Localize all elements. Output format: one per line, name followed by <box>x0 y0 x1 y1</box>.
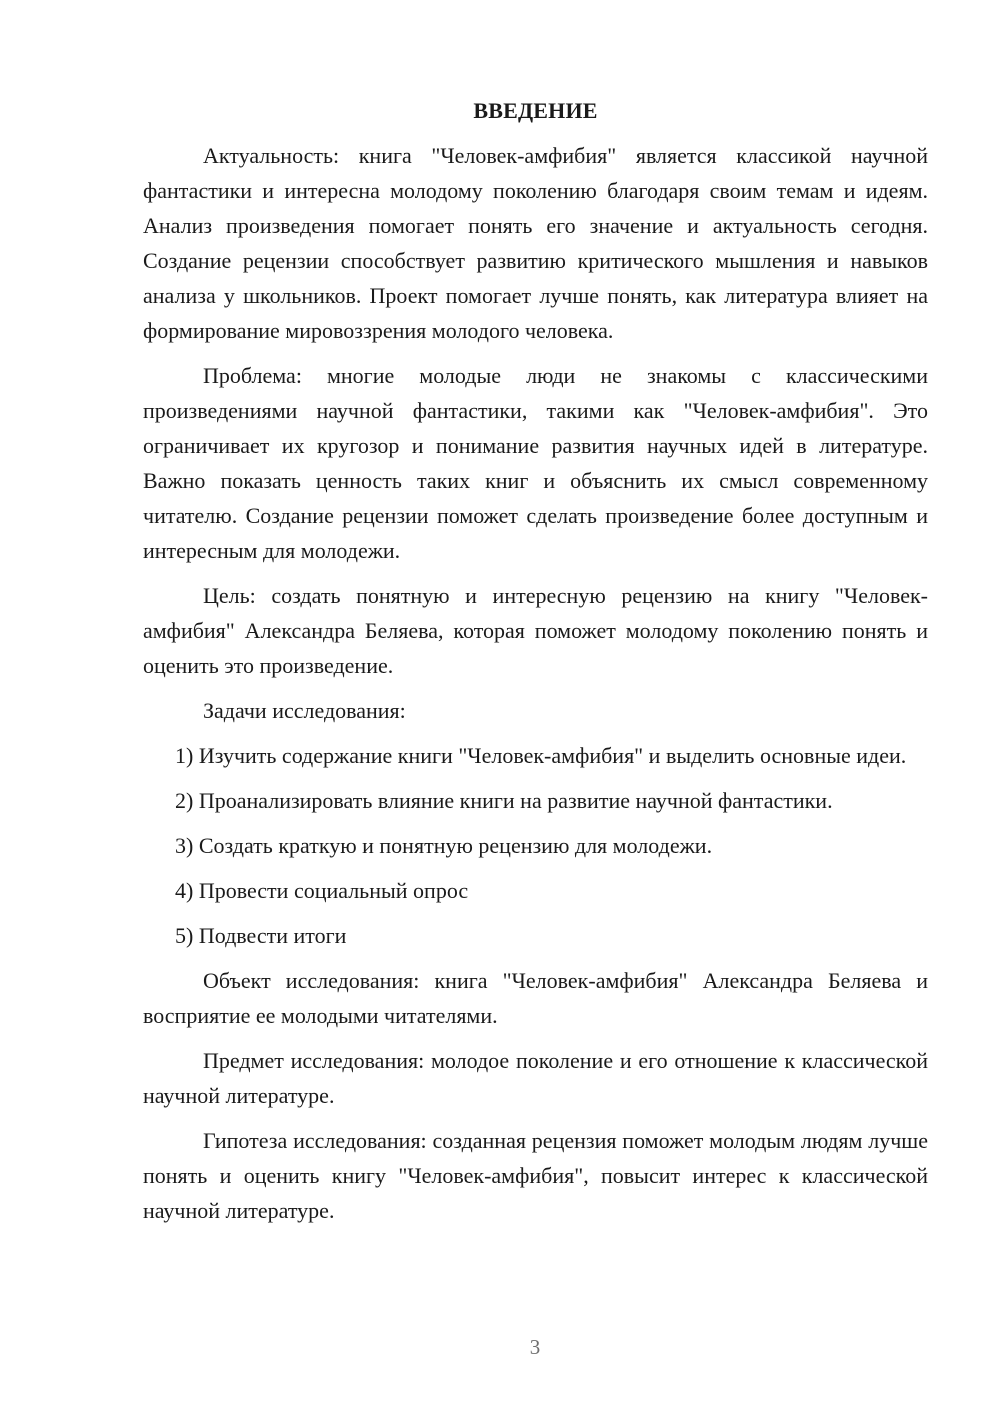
problem-paragraph: Проблема: многие молодые люди не знакомы с классическими произведениями научной фантастики, такими как "Человек-амфибия". Это ограничивает их кругозор и понимание развития научных идей в литературе. Важно показать ценность таких книг и объяснить их смысл современному читателю. Создание рецензии поможет сделать произведение более доступным и интересным для молодежи. <box>143 363 928 563</box>
goal-paragraph: Цель: создать понятную и интересную рецензию на книгу "Человек-амфибия" Александра Беляева, которая поможет молодому поколению понять и оценить это произведение. <box>143 583 928 678</box>
hypothesis-paragraph: Гипотеза исследования: созданная рецензия поможет молодым людям лучше понять и оценить книгу "Человек-амфибия", повысит интерес к классической научной литературе. <box>143 1128 928 1223</box>
tasks-list <box>143 738 928 953</box>
page-content <box>143 94 928 1238</box>
subject-paragraph: Предмет исследования: молодое поколение и его отношение к классической научной литературе. <box>143 1048 928 1108</box>
page-title: ВВЕДЕНИЕ <box>473 98 598 123</box>
page-number: 3 <box>529 1335 541 1359</box>
task-item: 3) Создать краткую и понятную рецензию для молодежи. <box>175 833 713 858</box>
task-item: 1) Изучить содержание книги "Человек-амфибия" и выделить основные идеи. <box>175 743 907 768</box>
object-paragraph: Объект исследования: книга "Человек-амфибия" Александра Беляева и восприятие ее молодыми читателями. <box>143 968 928 1028</box>
task-item: 2) Проанализировать влияние книги на развитие научной фантастики. <box>175 788 833 813</box>
relevance-paragraph: Актуальность: книга "Человек-амфибия" является классикой научной фантастики и интересна молодому поколению благодаря своим темам и идеям. Анализ произведения помогает понять его значение и актуальность сегодня. Создание рецензии способствует развитию критического мышления и навыков анализа у школьников. Проект помогает лучше понять, как литература влияет на формирование мировоззрения молодого человека. <box>143 143 928 343</box>
task-item: 5) Подвести итоги <box>175 923 347 948</box>
tasks-title: Задачи исследования: <box>203 698 406 723</box>
task-item: 4) Провести социальный опрос <box>175 878 469 903</box>
